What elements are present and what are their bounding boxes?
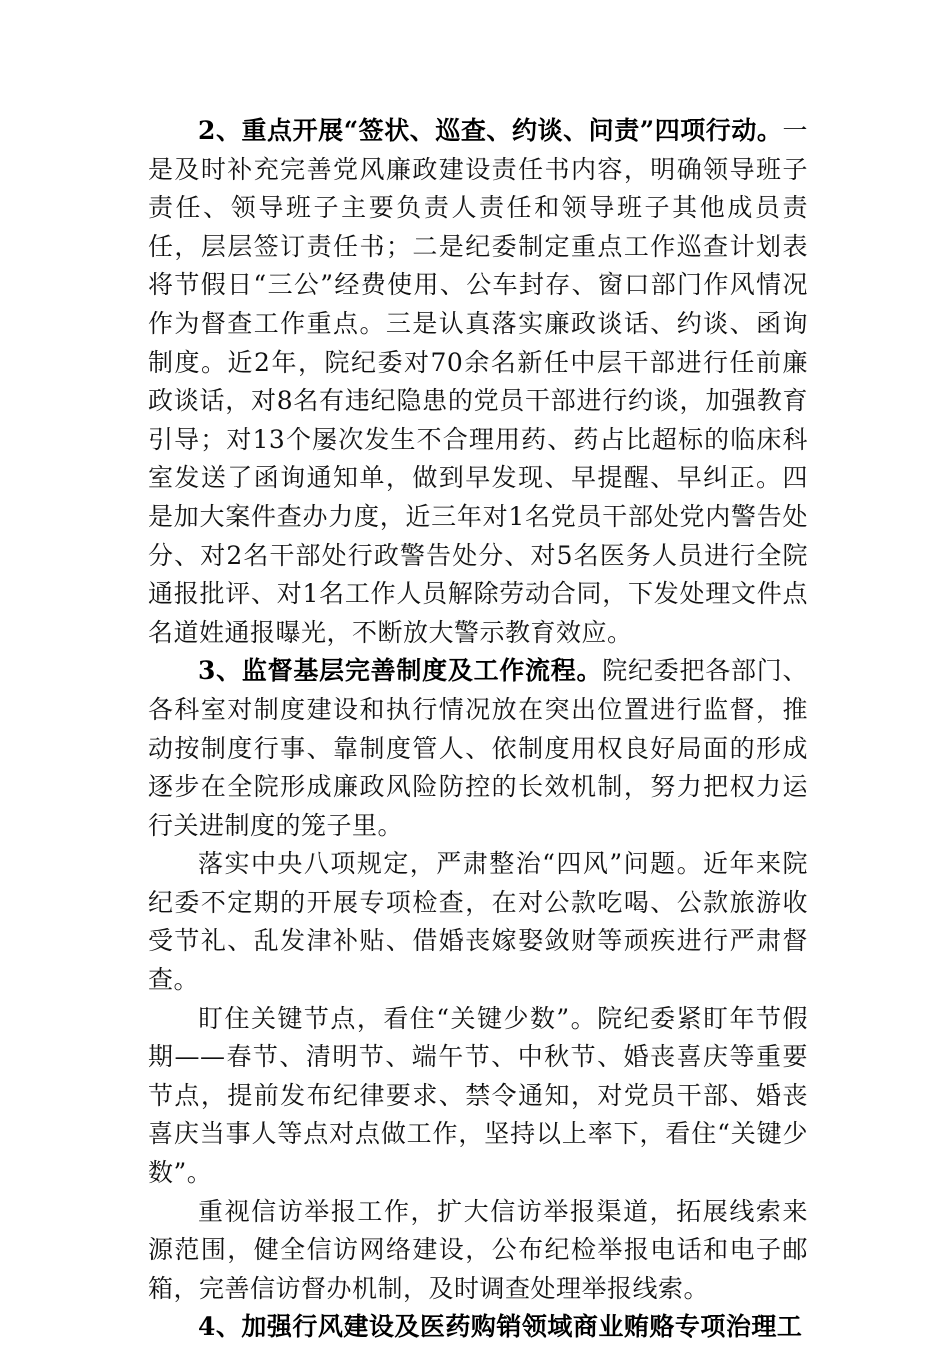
paragraph-text: 一是及时补充完善党风廉政建设责任书内容，明确领导班子责任、领导班子主要负责人责任和领导班子其他成员责任，层层签订责任书；二是纪委制定重点工作巡查计划表将节假日“三公”经费使用、公车封存、窗口部门作风情况作为督查工作重点。三是认真落实廉政谈话、约谈、函询制度。近2年，院纪委对70余名新任中层干部进行任前廉政谈话，对8名有违纪隐患的党员干部进行约谈，加强教育引导；对13个屡次发生不合理用药、药占比超标的临床科室发送了函询通知单，做到早发现、早提醒、早纠正。四是加大案件查办力度，近三年对1名党员干部处党内警告处分、对2名干部处行政警告处分、对5名医务人员进行全院通报批评、对1名工作人员解除劳动合同，下发处理文件点名道姓通报曝光，不断放大警示教育效应。 (148, 116, 808, 647)
paragraph-key-nodes (148, 1000, 808, 1193)
paragraph-text: 重视信访举报工作，扩大信访举报渠道，拓展线索来源范围，健全信访网络建设，公布纪检举报电话和电子邮箱，完善信访督办机制，及时调查处理举报线索。 (148, 1196, 808, 1303)
paragraph-text: 盯住关键节点，看住“关键少数”。院纪委紧盯年节假期——春节、清明节、端午节、中秋节、婚丧喜庆等重要节点，提前发布纪律要求、禁令通知，对党员干部、婚丧喜庆当事人等点对点做工作，坚持以上率下，看住“关键少数”。 (148, 1003, 808, 1188)
section-heading: 3、监督基层完善制度及工作流程。 (198, 656, 603, 686)
document-body (148, 112, 808, 1347)
section-heading: 2、重点开展“签状、巡查、约谈、问责”四项行动。 (198, 116, 783, 145)
paragraph-section-2 (148, 112, 808, 652)
paragraph-section-4 (148, 1308, 808, 1347)
paragraph-text: 落实中央八项规定，严肃整治“四风”问题。近年来院纪委不定期的开展专项检查，在对公款吃喝、公款旅游收受节礼、乱发津补贴、借婚丧嫁娶敛财等顽疾进行严肃督查。 (148, 849, 808, 995)
paragraph-text: 院纪委把各部门、各科室对制度建设和执行情况放在突出位置进行监督，推动按制度行事、靠制度管人、依制度用权良好局面的形成逐步在全院形成廉政风险防控的长效机制，努力把权力运行关进制度的笼子里。 (148, 656, 808, 840)
document-page (148, 112, 808, 1347)
section-heading: 4、加强行风建设及医药购销领域商业贿赂专项治理工 (198, 1312, 803, 1342)
paragraph-section-3 (148, 652, 808, 845)
paragraph-petitions (148, 1193, 808, 1309)
paragraph-four-winds (148, 845, 808, 999)
